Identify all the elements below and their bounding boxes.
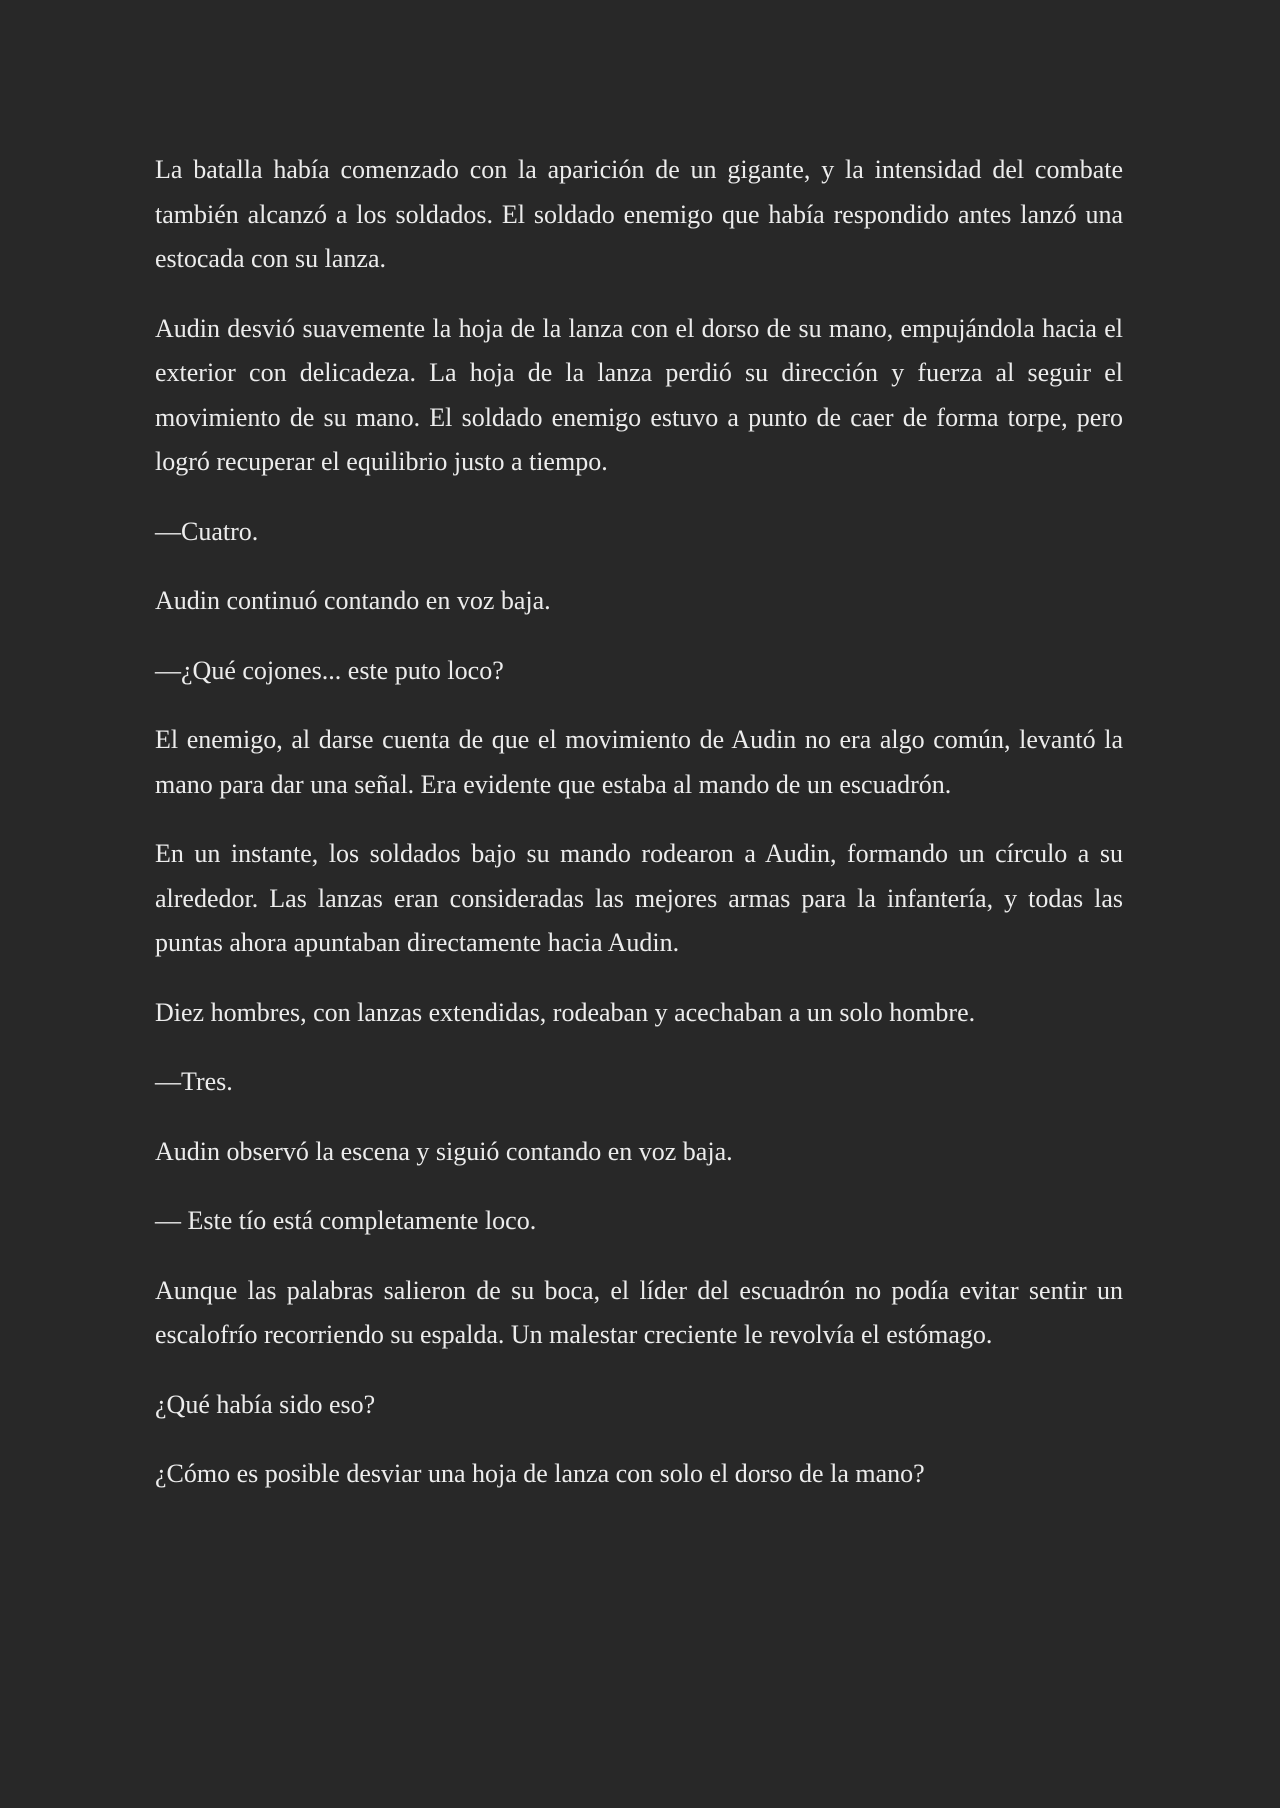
paragraph: ¿Qué había sido eso? <box>155 1389 376 1419</box>
dialogue-line: —Tres. <box>155 1067 233 1096</box>
dialogue-line: —¿Qué cojones... este puto loco? <box>155 655 504 685</box>
paragraph: La batalla había comenzado con la aparición de un gigante, y la intensidad del combate también alcanzó a los soldados. El soldado enemigo que había respondido antes lanzó una estocada con su lanza. <box>155 155 1123 273</box>
dialogue-line: — Este tío está completamente loco. <box>155 1206 537 1235</box>
paragraph: ¿Cómo es posible desviar una hoja de lanza con solo el dorso de la mano? <box>155 1459 925 1488</box>
paragraph: El enemigo, al darse cuenta de que el movimiento de Audin no era algo común, levantó la mano para dar una señal. Era evidente que estaba al mando de un escuadrón. <box>155 725 1123 799</box>
paragraph: Audin observó la escena y siguió contando en voz baja. <box>155 1136 733 1166</box>
paragraph: Aunque las palabras salieron de su boca, el líder del escuadrón no podía evitar sentir un escalofrío recorriendo su espalda. Un malestar creciente le revolvía el estómago. <box>155 1275 1123 1349</box>
dialogue-line: —Cuatro. <box>155 516 259 546</box>
paragraph: Diez hombres, con lanzas extendidas, rodeaban y acechaban a un solo hombre. <box>155 997 976 1027</box>
paragraph: Audin continuó contando en voz baja. <box>155 586 551 615</box>
paragraph: En un instante, los soldados bajo su mando rodearon a Audin, formando un círculo a su alrededor. Las lanzas eran consideradas las mejores armas para la infantería, y todas las puntas ahora apuntaban directamente hacia Audin. <box>155 839 1123 957</box>
paragraph: Audin desvió suavemente la hoja de la lanza con el dorso de su mano, empujándola hacia el exterior con delicadeza. La hoja de la lanza perdió su dirección y fuerza al seguir el movimiento de su mano. El soldado enemigo estuvo a punto de caer de forma torpe, pero logró recuperar el equilibrio justo a tiempo. <box>155 313 1123 476</box>
reader-page <box>155 148 1123 1522</box>
